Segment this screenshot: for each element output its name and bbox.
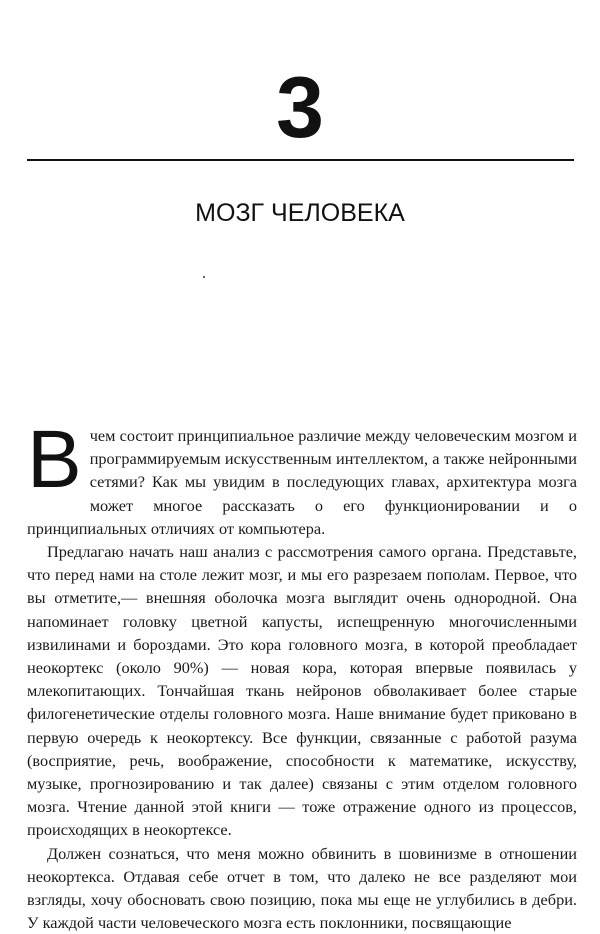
paragraph	[27, 414, 577, 540]
paragraph: Должен сознаться, что меня можно обвинить в шовинизме в отношении неокортекса. Отдавая себе отчет в том, что далеко не все разделяют мои взгляды, хочу обосновать свою позицию, пока мы еще не углубились в дебри. У каждой части человеческого мозга есть поклонники, посвящающие	[27, 843, 577, 933]
chapter-number: 3	[276, 60, 324, 156]
print-speck	[203, 276, 205, 278]
chapter-title: МОЗГ ЧЕЛОВЕКА	[195, 199, 405, 227]
body-text	[27, 414, 577, 934]
chapter-divider	[27, 159, 574, 161]
paragraph: Предлагаю начать наш анализ с рассмотрения самого органа. Представьте, что перед нами на столе лежит мозг, и мы его разрезаем пополам. Первое, что вы отметите,— внешняя оболочка мозга выглядит очень однородной. Она напоминает головку цветной капусты, испещренную многочисленными извилинами и бороздами. Это кора головного мозга, в которой преобладает неокортекс (около 90%) — новая кора, которая впервые появилась у млекопитающих. Тончайшая ткань нейронов обволакивает более старые филогенетические отделы головного мозга. Наше внимание будет приковано в первую очередь к неокортексу. Все функции, связанные с работой разума (восприятие, речь, воображение, способности к математике, искусству, музыке, прогнозированию и так далее) связаны с этим отделом головного мозга. Чтение данной этой книги — тоже отражение одного из процессов, происходящих в неокортексе.	[27, 542, 577, 840]
paragraph-text: чем состоит принципиальное различие между человеческим мозгом и программируемым искусственным интеллектом, а также нейронными сетями? Как мы увидим в последующих главах, архитектура мозга может многое рассказать о его функционировании и о принципиальных отличиях от компьютера.	[27, 426, 577, 538]
drop-cap: В	[27, 414, 82, 505]
